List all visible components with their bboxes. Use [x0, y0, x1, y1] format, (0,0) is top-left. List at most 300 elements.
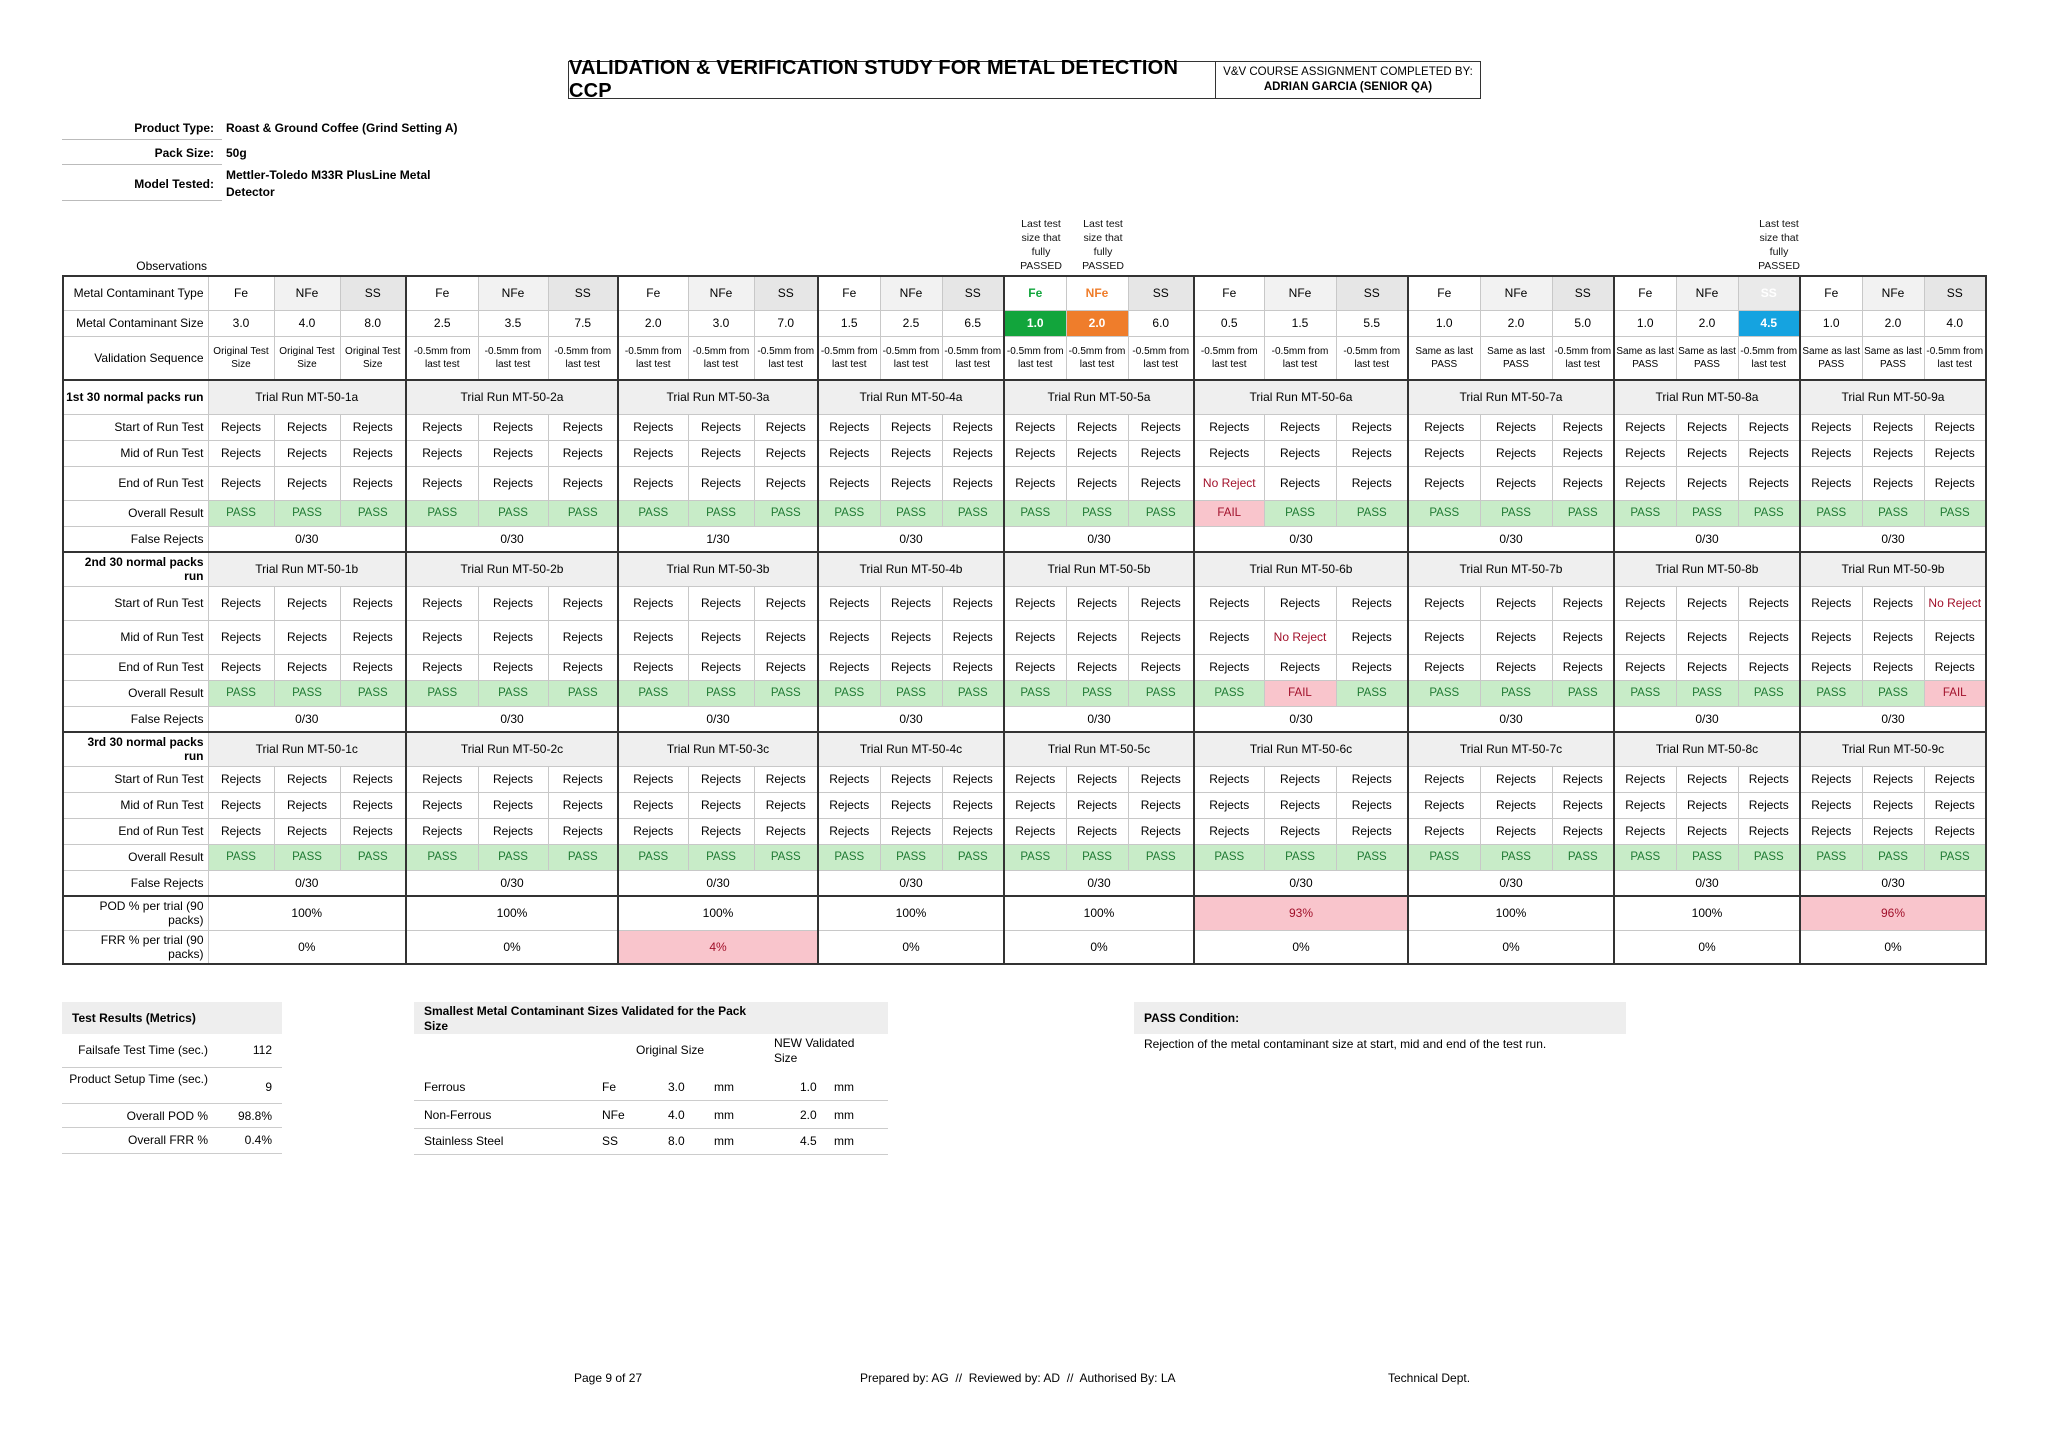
rejects-cell: Rejects: [1004, 620, 1066, 654]
rejects-cell: Rejects: [1552, 654, 1614, 680]
pass-badge: PASS: [1128, 680, 1194, 706]
rejects-cell: Rejects: [1480, 466, 1552, 500]
trial-run-name: Trial Run MT-50-8a: [1614, 380, 1800, 414]
contaminant-type-cell: NFe: [688, 276, 754, 310]
false-rejects-value: 0/30: [1194, 706, 1408, 732]
rejects-cell: Rejects: [754, 654, 818, 680]
validation-sequence-cell: Same as last PASS: [1408, 336, 1480, 380]
model-value-line-1: Mettler-Toledo M33R PlusLine Metal: [226, 168, 431, 182]
frr-value: 0%: [1614, 930, 1800, 964]
row-label-frr: FRR % per trial (90 packs): [63, 930, 208, 964]
false-rejects-value: 0/30: [1614, 526, 1800, 552]
rejects-cell: Rejects: [1128, 440, 1194, 466]
rejects-cell: Rejects: [818, 440, 880, 466]
rejects-cell: Rejects: [1128, 818, 1194, 844]
rejects-cell: Rejects: [1738, 818, 1800, 844]
row-label-mid: Mid of Run Test: [63, 440, 208, 466]
contaminant-size-cell: 2.0: [618, 310, 688, 336]
contaminant-type-cell: Fe: [818, 276, 880, 310]
rejects-cell: Rejects: [1800, 440, 1862, 466]
rejects-cell: Rejects: [1924, 818, 1986, 844]
rejects-cell: Rejects: [406, 620, 478, 654]
contaminant-type-cell: NFe: [1676, 276, 1738, 310]
rejects-cell: Rejects: [1066, 654, 1128, 680]
contaminant-size-cell: 4.0: [1924, 310, 1986, 336]
rejects-cell: Rejects: [1676, 466, 1738, 500]
pass-badge: PASS: [1676, 844, 1738, 870]
completed-by-name: ADRIAN GARCIA (SENIOR QA): [1263, 81, 1433, 93]
no-reject-cell: No Reject: [1264, 620, 1336, 654]
rejects-cell: Rejects: [1862, 414, 1924, 440]
rejects-cell: Rejects: [942, 466, 1004, 500]
pass-badge: PASS: [1738, 844, 1800, 870]
rejects-cell: Rejects: [1480, 414, 1552, 440]
pass-badge: PASS: [618, 844, 688, 870]
pass-badge: PASS: [1004, 680, 1066, 706]
trial-run-name: Trial Run MT-50-3a: [618, 380, 818, 414]
validation-sequence-cell: Same as last PASS: [1800, 336, 1862, 380]
rejects-cell: Rejects: [1264, 766, 1336, 792]
metric-label: Overall POD %: [126, 1109, 208, 1123]
signoff: Prepared by: AG // Reviewed by: AD // Authorised By: LA: [860, 1371, 1176, 1385]
false-rejects-value: 0/30: [406, 870, 618, 896]
original-size: 3.0: [668, 1080, 685, 1094]
contaminant-type-cell: NFe: [1264, 276, 1336, 310]
rejects-cell: Rejects: [340, 440, 406, 466]
pass-badge: PASS: [818, 844, 880, 870]
contaminant-type-cell: NFe: [1480, 276, 1552, 310]
rejects-cell: Rejects: [340, 792, 406, 818]
rejects-cell: Rejects: [688, 818, 754, 844]
rejects-cell: Rejects: [1480, 586, 1552, 620]
contaminant-type-cell: SS: [1336, 276, 1408, 310]
rejects-cell: Rejects: [818, 818, 880, 844]
false-rejects-value: 0/30: [1800, 526, 1986, 552]
rejects-cell: Rejects: [274, 466, 340, 500]
frr-value: 0%: [1408, 930, 1614, 964]
rejects-cell: Rejects: [1004, 766, 1066, 792]
rejects-cell: Rejects: [1336, 414, 1408, 440]
contaminant-size-cell: 3.0: [208, 310, 274, 336]
rejects-cell: Rejects: [1128, 654, 1194, 680]
rejects-cell: Rejects: [754, 466, 818, 500]
rejects-cell: Rejects: [208, 466, 274, 500]
row-label-start: Start of Run Test: [63, 586, 208, 620]
false-rejects-value: 0/30: [1614, 706, 1800, 732]
pod-value: 100%: [406, 896, 618, 930]
rejects-cell: Rejects: [618, 466, 688, 500]
metric-row: [62, 1070, 282, 1104]
pass-badge: PASS: [1924, 500, 1986, 526]
metric-label: Overall FRR %: [127, 1133, 208, 1147]
trial-run-name: Trial Run MT-50-2b: [406, 552, 618, 586]
trial-run-name: Trial Run MT-50-8c: [1614, 732, 1800, 766]
trial-run-name: Trial Run MT-50-7b: [1408, 552, 1614, 586]
pass-badge: PASS: [406, 680, 478, 706]
new-size: 4.5: [800, 1134, 817, 1148]
false-rejects-value: 0/30: [208, 526, 406, 552]
rejects-cell: Rejects: [1128, 414, 1194, 440]
rejects-cell: Rejects: [1614, 654, 1676, 680]
pass-badge: PASS: [1408, 680, 1480, 706]
pass-badge: PASS: [1614, 500, 1676, 526]
new-unit: mm: [834, 1080, 854, 1094]
pass-badge: PASS: [1336, 680, 1408, 706]
trial-run-name: Trial Run MT-50-1b: [208, 552, 406, 586]
rejects-cell: Rejects: [274, 620, 340, 654]
rejects-cell: Rejects: [1264, 466, 1336, 500]
rejects-cell: Rejects: [818, 766, 880, 792]
contaminant-size-cell: 2.0: [1862, 310, 1924, 336]
contaminant-type-cell: NFe: [1862, 276, 1924, 310]
rejects-cell: Rejects: [1552, 440, 1614, 466]
rejects-cell: Rejects: [478, 466, 548, 500]
row-label-false-rejects: False Rejects: [63, 870, 208, 896]
false-rejects-value: 0/30: [1004, 870, 1194, 896]
rejects-cell: Rejects: [1408, 440, 1480, 466]
rejects-cell: Rejects: [1066, 586, 1128, 620]
trial-run-name: Trial Run MT-50-6b: [1194, 552, 1408, 586]
false-rejects-value: 0/30: [618, 870, 818, 896]
rejects-cell: Rejects: [1676, 440, 1738, 466]
new-size-header: NEW Validated Size: [774, 1036, 855, 1065]
pass-badge: PASS: [1738, 500, 1800, 526]
metal-code: SS: [602, 1134, 619, 1148]
contaminant-size-cell: 3.5: [478, 310, 548, 336]
pod-value: 100%: [1004, 896, 1194, 930]
rejects-cell: Rejects: [1066, 620, 1128, 654]
rejects-cell: Rejects: [1408, 792, 1480, 818]
validation-sequence-cell: -0.5mm from last test: [406, 336, 478, 380]
rejects-cell: Rejects: [1738, 414, 1800, 440]
row-label-false-rejects: False Rejects: [63, 526, 208, 552]
validation-sequence-cell: -0.5mm from last test: [880, 336, 942, 380]
pass-badge: PASS: [1552, 680, 1614, 706]
rejects-cell: Rejects: [208, 792, 274, 818]
trial-run-name: Trial Run MT-50-7a: [1408, 380, 1614, 414]
false-rejects-value: 0/30: [406, 526, 618, 552]
rejects-cell: Rejects: [1066, 818, 1128, 844]
rejects-cell: Rejects: [818, 792, 880, 818]
fail-badge: FAIL: [1924, 680, 1986, 706]
rejects-cell: Rejects: [274, 654, 340, 680]
fail-badge: FAIL: [1194, 500, 1264, 526]
false-rejects-value: 0/30: [208, 870, 406, 896]
product-type-label: Product Type:: [62, 120, 222, 140]
validation-sequence-cell: -0.5mm from last test: [942, 336, 1004, 380]
pass-badge: PASS: [274, 844, 340, 870]
row-label-size: Metal Contaminant Size: [63, 310, 208, 336]
metric-value: 0.4%: [244, 1133, 272, 1147]
rejects-cell: Rejects: [618, 766, 688, 792]
pass-badge: PASS: [478, 680, 548, 706]
false-rejects-value: 0/30: [1408, 870, 1614, 896]
rejects-cell: Rejects: [942, 792, 1004, 818]
contaminant-size-cell: 2.0: [1676, 310, 1738, 336]
rejects-cell: Rejects: [478, 620, 548, 654]
original-unit: mm: [714, 1080, 734, 1094]
pass-badge: PASS: [1552, 844, 1614, 870]
trial-run-name: Trial Run MT-50-5c: [1004, 732, 1194, 766]
contaminant-size-cell: 2.5: [406, 310, 478, 336]
contaminant-type-cell: SS: [1924, 276, 1986, 310]
rejects-cell: Rejects: [1552, 766, 1614, 792]
trial-run-name: Trial Run MT-50-5a: [1004, 380, 1194, 414]
rejects-cell: Rejects: [1800, 792, 1862, 818]
run-header-label: 1st 30 normal packs run: [63, 380, 208, 414]
no-reject-cell: No Reject: [1194, 466, 1264, 500]
contaminant-size-cell: 6.0: [1128, 310, 1194, 336]
false-rejects-value: 0/30: [1194, 870, 1408, 896]
contaminant-type-cell: NFe: [274, 276, 340, 310]
rejects-cell: Rejects: [880, 414, 942, 440]
rejects-cell: Rejects: [1408, 466, 1480, 500]
rejects-cell: Rejects: [1738, 654, 1800, 680]
contaminant-type-cell: Fe: [208, 276, 274, 310]
rejects-cell: Rejects: [1066, 414, 1128, 440]
rejects-cell: Rejects: [1800, 414, 1862, 440]
pass-badge: PASS: [1128, 844, 1194, 870]
frr-value: 4%: [618, 930, 818, 964]
original-unit: mm: [714, 1134, 734, 1148]
rejects-cell: Rejects: [688, 792, 754, 818]
rejects-cell: Rejects: [1336, 440, 1408, 466]
false-rejects-value: 0/30: [1614, 870, 1800, 896]
rejects-cell: Rejects: [1552, 414, 1614, 440]
title-block: [568, 57, 1481, 102]
trial-run-name: Trial Run MT-50-8b: [1614, 552, 1800, 586]
pass-badge: PASS: [942, 844, 1004, 870]
pass-badge: PASS: [1004, 844, 1066, 870]
pass-badge: PASS: [548, 500, 618, 526]
rejects-cell: Rejects: [1004, 440, 1066, 466]
validation-sequence-cell: Same as last PASS: [1676, 336, 1738, 380]
rejects-cell: Rejects: [478, 586, 548, 620]
rejects-cell: Rejects: [340, 654, 406, 680]
rejects-cell: Rejects: [1552, 466, 1614, 500]
pod-value: 100%: [1408, 896, 1614, 930]
rejects-cell: Rejects: [1128, 586, 1194, 620]
rejects-cell: Rejects: [754, 766, 818, 792]
rejects-cell: Rejects: [1924, 620, 1986, 654]
rejects-cell: Rejects: [618, 654, 688, 680]
contaminant-type-cell: SS: [1552, 276, 1614, 310]
validation-sequence-cell: -0.5mm from last test: [478, 336, 548, 380]
metrics-title: Test Results (Metrics): [62, 1002, 282, 1034]
contaminant-size-cell: 7.0: [754, 310, 818, 336]
contaminant-type-cell: Fe: [618, 276, 688, 310]
metric-row: [62, 1128, 282, 1154]
trial-run-name: Trial Run MT-50-6a: [1194, 380, 1408, 414]
frr-value: 0%: [818, 930, 1004, 964]
rejects-cell: Rejects: [618, 586, 688, 620]
rejects-cell: Rejects: [1336, 766, 1408, 792]
pass-badge: PASS: [1480, 680, 1552, 706]
rejects-cell: Rejects: [406, 792, 478, 818]
rejects-cell: Rejects: [208, 620, 274, 654]
rejects-cell: Rejects: [880, 654, 942, 680]
validation-sequence-cell: Original Test Size: [274, 336, 340, 380]
contaminant-size-cell: 1.0: [1004, 310, 1066, 336]
validation-sequence-cell: -0.5mm from last test: [1066, 336, 1128, 380]
rejects-cell: Rejects: [942, 818, 1004, 844]
pass-badge: PASS: [880, 844, 942, 870]
rejects-cell: Rejects: [1614, 792, 1676, 818]
row-label-start: Start of Run Test: [63, 766, 208, 792]
rejects-cell: Rejects: [688, 654, 754, 680]
validation-sequence-cell: -0.5mm from last test: [1264, 336, 1336, 380]
pass-badge: PASS: [1800, 500, 1862, 526]
false-rejects-value: 0/30: [1004, 706, 1194, 732]
rejects-cell: Rejects: [1676, 792, 1738, 818]
pass-badge: PASS: [1862, 500, 1924, 526]
pass-badge: PASS: [1408, 500, 1480, 526]
rejects-cell: Rejects: [1336, 586, 1408, 620]
metal-name: Non-Ferrous: [424, 1108, 492, 1122]
rejects-cell: Rejects: [818, 414, 880, 440]
rejects-cell: Rejects: [1066, 792, 1128, 818]
rejects-cell: Rejects: [1004, 466, 1066, 500]
rejects-cell: Rejects: [1924, 792, 1986, 818]
pass-badge: PASS: [478, 500, 548, 526]
rejects-cell: Rejects: [1408, 586, 1480, 620]
pass-badge: PASS: [1552, 500, 1614, 526]
rejects-cell: Rejects: [1004, 792, 1066, 818]
rejects-cell: Rejects: [1264, 818, 1336, 844]
model-label: Model Tested:: [62, 167, 222, 201]
rejects-cell: Rejects: [1066, 466, 1128, 500]
smallest-size-row: [414, 1102, 888, 1129]
original-unit: mm: [714, 1108, 734, 1122]
trial-run-name: Trial Run MT-50-3c: [618, 732, 818, 766]
rejects-cell: Rejects: [1676, 654, 1738, 680]
false-rejects-value: 0/30: [406, 706, 618, 732]
false-rejects-value: 0/30: [1800, 706, 1986, 732]
new-size: 2.0: [800, 1108, 817, 1122]
contaminant-size-cell: 2.0: [1066, 310, 1128, 336]
pass-badge: PASS: [208, 680, 274, 706]
pass-badge: PASS: [688, 844, 754, 870]
product-type-value: Roast & Ground Coffee (Grind Setting A): [226, 121, 458, 135]
validation-sequence-cell: -0.5mm from last test: [1004, 336, 1066, 380]
rejects-cell: Rejects: [1924, 414, 1986, 440]
rejects-cell: Rejects: [1336, 654, 1408, 680]
validation-sequence-cell: -0.5mm from last test: [688, 336, 754, 380]
rejects-cell: Rejects: [1128, 620, 1194, 654]
department: Technical Dept.: [1388, 1371, 1471, 1385]
rejects-cell: Rejects: [880, 792, 942, 818]
pass-badge: PASS: [1614, 680, 1676, 706]
page-number: Page 9 of 27: [574, 1371, 643, 1385]
pack-size-label: Pack Size:: [62, 145, 222, 165]
pod-value: 100%: [208, 896, 406, 930]
rejects-cell: Rejects: [880, 620, 942, 654]
rejects-cell: Rejects: [1862, 586, 1924, 620]
false-rejects-value: 0/30: [1004, 526, 1194, 552]
rejects-cell: Rejects: [406, 466, 478, 500]
contaminant-size-cell: 4.0: [274, 310, 340, 336]
rejects-cell: Rejects: [1480, 818, 1552, 844]
rejects-cell: Rejects: [1614, 620, 1676, 654]
rejects-cell: Rejects: [478, 818, 548, 844]
rejects-cell: Rejects: [618, 440, 688, 466]
rejects-cell: Rejects: [1738, 766, 1800, 792]
validation-sequence-cell: Same as last PASS: [1614, 336, 1676, 380]
pass-badge: PASS: [1800, 680, 1862, 706]
rejects-cell: Rejects: [1738, 466, 1800, 500]
contaminant-type-cell: Fe: [1408, 276, 1480, 310]
pass-badge: PASS: [754, 680, 818, 706]
pass-badge: PASS: [1408, 844, 1480, 870]
pack-size-value: 50g: [226, 146, 247, 160]
rejects-cell: Rejects: [1614, 466, 1676, 500]
contaminant-type-cell: NFe: [880, 276, 942, 310]
pass-badge: PASS: [1066, 844, 1128, 870]
metric-value: 112: [252, 1043, 272, 1057]
rejects-cell: Rejects: [688, 414, 754, 440]
rejects-cell: Rejects: [1194, 440, 1264, 466]
metric-label: Failsafe Test Time (sec.): [78, 1043, 208, 1057]
contaminant-size-cell: 1.5: [1264, 310, 1336, 336]
pass-badge: PASS: [1862, 680, 1924, 706]
pass-badge: PASS: [1480, 500, 1552, 526]
rejects-cell: Rejects: [208, 414, 274, 440]
contaminant-size-cell: 1.0: [1408, 310, 1480, 336]
pass-badge: PASS: [754, 500, 818, 526]
pass-badge: PASS: [340, 680, 406, 706]
pass-badge: PASS: [208, 844, 274, 870]
pass-badge: PASS: [1862, 844, 1924, 870]
rejects-cell: Rejects: [548, 620, 618, 654]
frr-value: 0%: [406, 930, 618, 964]
smallest-size-row: [414, 1074, 888, 1101]
trial-run-name: Trial Run MT-50-4b: [818, 552, 1004, 586]
rejects-cell: Rejects: [1552, 586, 1614, 620]
false-rejects-value: 0/30: [1408, 706, 1614, 732]
pass-badge: PASS: [618, 680, 688, 706]
rejects-cell: Rejects: [1800, 586, 1862, 620]
rejects-cell: Rejects: [208, 440, 274, 466]
rejects-cell: Rejects: [1004, 818, 1066, 844]
no-reject-cell: No Reject: [1924, 586, 1986, 620]
rejects-cell: Rejects: [1676, 620, 1738, 654]
page-title: VALIDATION & VERIFICATION STUDY FOR METAL DETECTION CCP: [569, 62, 1216, 98]
rejects-cell: Rejects: [1800, 654, 1862, 680]
row-label-false-rejects: False Rejects: [63, 706, 208, 732]
validation-grid: [62, 275, 1987, 965]
rejects-cell: Rejects: [1862, 766, 1924, 792]
validation-sequence-cell: Original Test Size: [340, 336, 406, 380]
rejects-cell: Rejects: [1676, 818, 1738, 844]
fail-badge: FAIL: [1264, 680, 1336, 706]
contaminant-size-cell: 3.0: [688, 310, 754, 336]
rejects-cell: Rejects: [478, 654, 548, 680]
row-label-start: Start of Run Test: [63, 414, 208, 440]
rejects-cell: Rejects: [1408, 620, 1480, 654]
pass-badge: PASS: [406, 844, 478, 870]
contaminant-type-cell: Fe: [1194, 276, 1264, 310]
pass-badge: PASS: [340, 500, 406, 526]
rejects-cell: Rejects: [1552, 818, 1614, 844]
original-size: 8.0: [668, 1134, 685, 1148]
rejects-cell: Rejects: [1004, 414, 1066, 440]
contaminant-size-cell: 7.5: [548, 310, 618, 336]
pass-badge: PASS: [478, 844, 548, 870]
rejects-cell: Rejects: [548, 654, 618, 680]
rejects-cell: Rejects: [1128, 466, 1194, 500]
rejects-cell: Rejects: [818, 466, 880, 500]
rejects-cell: Rejects: [208, 766, 274, 792]
